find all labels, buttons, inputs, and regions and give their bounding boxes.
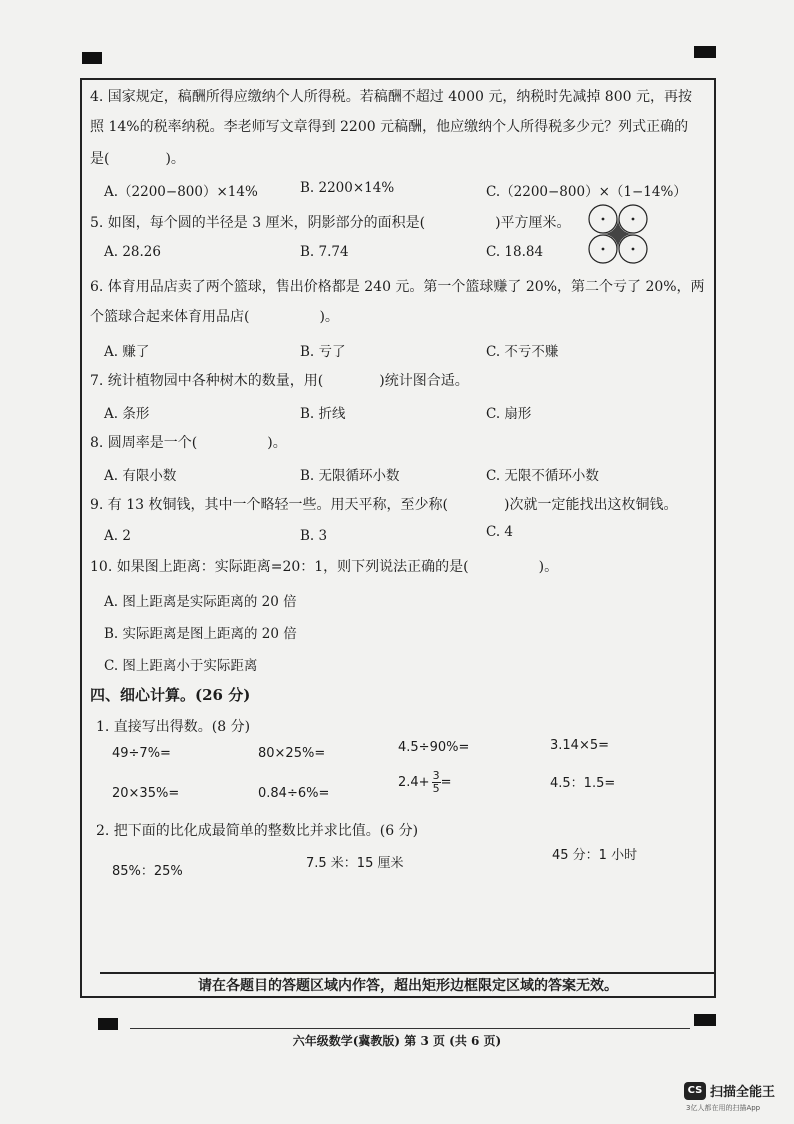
q6-option-c: C. 不亏不赚 bbox=[486, 344, 559, 360]
q8-option-b: B. 无限循环小数 bbox=[300, 468, 400, 484]
camscanner-tagline: 3亿人都在用的扫描App bbox=[686, 1104, 761, 1112]
q7-text: 7. 统计植物园中各种树木的数量，用( )统计图合适。 bbox=[90, 373, 469, 389]
q4-option-b: B. 2200×14% bbox=[300, 180, 395, 196]
q6-option-b: B. 亏了 bbox=[300, 344, 346, 360]
calc-item: 3.14×5= bbox=[550, 738, 610, 753]
center-dot bbox=[632, 248, 635, 251]
registration-marker-bottom-right bbox=[694, 1014, 716, 1026]
q6-line-2: 个篮球合起来体育用品店( )。 bbox=[90, 309, 339, 325]
center-dot bbox=[602, 248, 605, 251]
answer-area-notice: 请在各题目的答题区域内作答，超出矩形边框限定区域的答案无效。 bbox=[100, 972, 716, 998]
ratio-item: 7.5 米：15 厘米 bbox=[306, 856, 404, 871]
page-footer: 六年级数学(冀教版) 第 3 页 (共 6 页) bbox=[292, 1034, 502, 1048]
calc-item: 4.5÷90%= bbox=[398, 740, 470, 755]
four-circles-figure bbox=[588, 204, 648, 264]
q7-option-c: C. 扇形 bbox=[486, 406, 532, 422]
calc-suffix: = bbox=[440, 775, 452, 790]
q10-option-b: B. 实际距离是图上距离的 20 倍 bbox=[104, 626, 297, 642]
q6-option-a: A. 赚了 bbox=[104, 344, 150, 360]
q10-option-c: C. 图上距离小于实际距离 bbox=[104, 658, 258, 674]
camscanner-name: 扫描全能王 bbox=[710, 1085, 776, 1100]
q9-text: 9. 有 13 枚铜钱，其中一个略轻一些。用天平称，至少称( )次就一定能找出这枚铜钱。 bbox=[90, 497, 678, 513]
fraction bbox=[432, 770, 441, 795]
calc-item: 49÷7%= bbox=[112, 746, 171, 761]
footer-divider bbox=[130, 1028, 690, 1029]
q7-option-a: A. 条形 bbox=[104, 406, 150, 422]
q8-text: 8. 圆周率是一个( )。 bbox=[90, 435, 287, 451]
q4-line-2: 照 14%的税率纳税。李老师写文章得到 2200 元稿酬，他应缴纳个人所得税多少元？列式正确的 bbox=[90, 119, 689, 135]
q5-option-c: C. 18.84 bbox=[486, 244, 544, 260]
q8-option-a: A. 有限小数 bbox=[104, 468, 177, 484]
part1-title: 1. 直接写出得数。(8 分) bbox=[96, 719, 251, 735]
calc-prefix: 2.4+ bbox=[398, 775, 430, 790]
part2-title: 2. 把下面的比化成最简单的整数比并求比值。(6 分) bbox=[96, 823, 419, 839]
camscanner-logo-icon: CS bbox=[684, 1082, 706, 1100]
q6-line-1: 6. 体育用品店卖了两个篮球，售出价格都是 240 元。第一个篮球赚了 20%，第二个亏了 20%，两 bbox=[90, 279, 705, 295]
q7-option-b: B. 折线 bbox=[300, 406, 346, 422]
calc-item-fraction bbox=[398, 770, 451, 795]
calc-item: 80×25%= bbox=[258, 746, 326, 761]
center-dot bbox=[632, 218, 635, 221]
center-dot bbox=[602, 218, 605, 221]
fraction-numerator: 3 bbox=[432, 769, 440, 782]
section-4-title: 四、细心计算。(26 分) bbox=[90, 686, 251, 704]
q4-line-3: 是( )。 bbox=[90, 151, 185, 167]
q10-option-a: A. 图上距离是实际距离的 20 倍 bbox=[104, 594, 297, 610]
calc-item: 20×35%= bbox=[112, 786, 180, 801]
q8-option-c: C. 无限不循环小数 bbox=[486, 468, 599, 484]
q5-option-a: A. 28.26 bbox=[104, 244, 161, 260]
q5-option-b: B. 7.74 bbox=[300, 244, 349, 260]
ratio-item: 45 分：1 小时 bbox=[552, 848, 638, 863]
calc-item: 0.84÷6%= bbox=[258, 786, 330, 801]
registration-marker-top-right bbox=[694, 46, 716, 58]
q9-option-a: A. 2 bbox=[104, 528, 131, 544]
fraction-denominator: 5 bbox=[432, 782, 440, 795]
q4-line-1: 4. 国家规定，稿酬所得应缴纳个人所得税。若稿酬不超过 4000 元，纳税时先减掉 800 元，再按 bbox=[90, 89, 692, 105]
q4-option-c: C.（2200−800）×（1−14%） bbox=[486, 184, 687, 200]
ratio-item: 85%：25% bbox=[112, 864, 183, 879]
registration-marker-bottom-left bbox=[98, 1018, 118, 1030]
q4-option-a: A.（2200−800）×14% bbox=[104, 184, 258, 200]
q9-option-b: B. 3 bbox=[300, 528, 328, 544]
q5-text: 5. 如图，每个圆的半径是 3 厘米，阴影部分的面积是( )平方厘米。 bbox=[90, 215, 571, 231]
q9-option-c: C. 4 bbox=[486, 524, 514, 540]
calc-item: 4.5：1.5= bbox=[550, 776, 616, 791]
registration-marker-top-left bbox=[82, 52, 102, 64]
q10-text: 10. 如果图上距离：实际距离=20：1，则下列说法正确的是( )。 bbox=[90, 559, 559, 575]
